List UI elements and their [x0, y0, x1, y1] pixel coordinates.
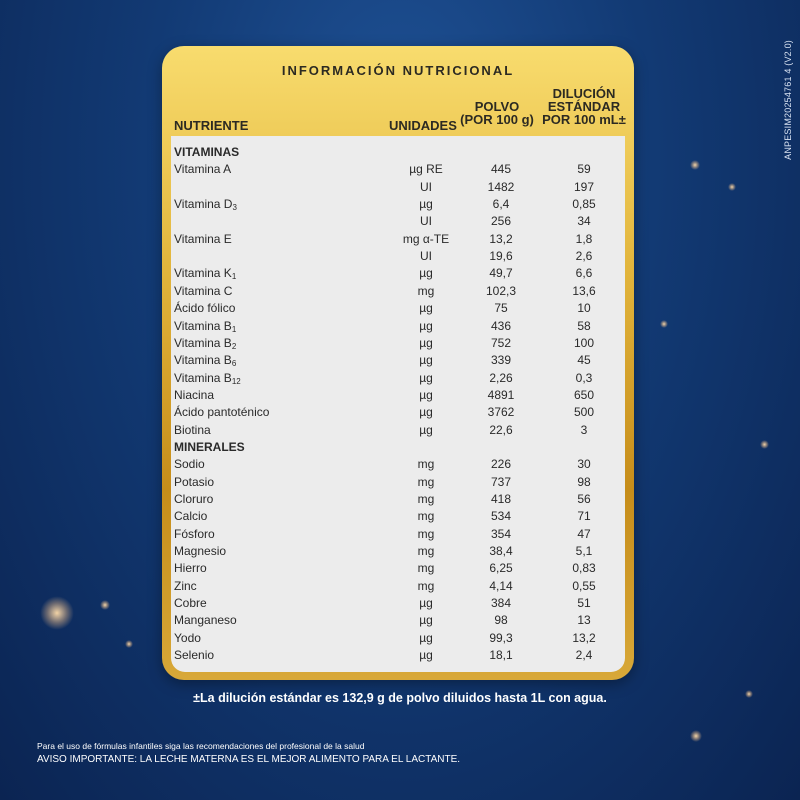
powder-value: 18,1 — [489, 648, 513, 663]
nutrient-name: Cobre — [174, 596, 207, 611]
nutrient-unit: UI — [420, 214, 432, 229]
nutrient-subscript: 3 — [232, 203, 237, 213]
powder-value: 38,4 — [489, 544, 513, 559]
powder-value: 1482 — [487, 179, 515, 194]
dilution-value: 98 — [577, 474, 591, 489]
section-label: MINERALES — [174, 439, 245, 454]
nutrient-unit: µg — [419, 405, 433, 420]
powder-value: 737 — [490, 474, 512, 489]
sparkle — [728, 183, 736, 191]
table-row — [171, 630, 621, 647]
nutrient-unit: mg — [417, 544, 435, 559]
nutrient-name: Yodo — [174, 630, 201, 645]
powder-value: 3762 — [487, 405, 515, 420]
powder-value: 98 — [494, 613, 508, 628]
dilution-value: 6,6 — [575, 266, 593, 281]
nutrient-name: Niacina — [174, 387, 215, 402]
powder-value: 75 — [494, 301, 508, 316]
nutrient-unit: mg — [417, 457, 435, 472]
table-row — [171, 179, 621, 196]
sparkle — [100, 600, 110, 610]
dilution-value: 1,8 — [575, 231, 593, 246]
table-row — [171, 300, 621, 317]
sparkle — [40, 596, 74, 630]
nutrient-unit: µg — [419, 318, 433, 333]
table-row — [171, 161, 621, 178]
nutrient-unit: mg α-TE — [402, 231, 450, 246]
sparkle — [690, 730, 702, 742]
dilution-value: 500 — [573, 405, 595, 420]
nutrient-name: Vitamina E — [174, 231, 232, 246]
nutrient-subscript: 2 — [231, 341, 237, 351]
nutrient-name: Calcio — [174, 509, 208, 524]
nutrient-name: Manganeso — [174, 613, 237, 628]
dilution-value: 0,83 — [572, 561, 596, 576]
nutrient-name: Zinc — [174, 578, 197, 593]
section-vitamins — [171, 144, 621, 161]
nutrient-subscript: 1 — [231, 272, 237, 282]
powder-value: 49,7 — [489, 266, 513, 281]
powder-value: 6,25 — [489, 561, 513, 576]
powder-value: 752 — [490, 335, 512, 350]
nutrient-subscript: 12 — [231, 376, 241, 386]
section-label: VITAMINAS — [174, 145, 240, 159]
dilution-value: 59 — [577, 162, 591, 177]
nutrient-name: Vitamina C — [174, 283, 233, 298]
nutrient-unit: mg — [417, 283, 435, 298]
dilution-value: 2,6 — [575, 249, 593, 264]
table-row — [171, 265, 621, 282]
nutrient-unit: µg — [419, 387, 433, 402]
dilution-value: 30 — [577, 457, 591, 472]
nutrient-unit: µg — [419, 613, 433, 628]
table-row — [171, 647, 621, 664]
powder-value: 6,4 — [492, 197, 510, 212]
nutrient-unit: µg — [419, 335, 433, 350]
section-minerals — [171, 439, 621, 456]
table-row — [171, 387, 621, 404]
nutrient-name: Ácido fólico — [174, 301, 236, 316]
powder-value: 22,6 — [489, 422, 513, 437]
dilution-value: 71 — [577, 509, 591, 524]
disclaimer-warning: AVISO IMPORTANTE: LA LECHE MATERNA ES EL MEJOR ALIMENTO PARA EL LACTANTE. — [37, 754, 461, 765]
powder-value: 384 — [490, 596, 512, 611]
powder-value: 226 — [490, 457, 512, 472]
table-row — [171, 318, 621, 335]
nutrient-unit: UI — [420, 179, 432, 194]
powder-value: 102,3 — [485, 283, 517, 298]
table-row — [171, 578, 621, 595]
nutrient-unit: µg — [419, 266, 433, 281]
nutrient-subscript: 1 — [231, 324, 237, 334]
table-row — [171, 508, 621, 525]
powder-value: 354 — [490, 526, 512, 541]
powder-value: 436 — [490, 318, 512, 333]
product-code: ANPESIM20254761 4 (V2.0) — [783, 40, 793, 160]
table-row — [171, 283, 621, 300]
header-nutrient: NUTRIENTE — [174, 118, 249, 133]
nutrient-unit: UI — [420, 249, 432, 264]
table-row — [171, 474, 621, 491]
nutrient-name: Vitamina $B_2$ — [174, 335, 237, 351]
dilution-value: 13,2 — [572, 630, 596, 645]
dilution-value: 100 — [573, 335, 595, 350]
powder-value: 2,26 — [489, 370, 513, 385]
dilution-value: 0,55 — [572, 578, 596, 593]
nutrient-name: Vitamina A — [174, 162, 232, 177]
dilution-value: 0,3 — [575, 370, 593, 385]
table-row — [171, 231, 621, 248]
dilution-value: 2,4 — [575, 648, 593, 663]
dilution-value: 56 — [577, 492, 591, 506]
dilution-value: 5,1 — [575, 544, 593, 559]
powder-value: 19,6 — [489, 249, 513, 264]
dilution-value: 3 — [580, 422, 588, 437]
powder-value: 4,14 — [489, 578, 513, 593]
table-row — [171, 352, 621, 369]
table-row — [171, 335, 621, 352]
table-row — [171, 526, 621, 543]
sparkle — [660, 320, 668, 328]
nutrient-name: Potasio — [174, 474, 215, 489]
nutrient-name: Vitamina $B_1$ — [174, 318, 237, 334]
dilution-value: 58 — [577, 318, 591, 333]
nutrient-unit: mg — [417, 509, 435, 524]
nutrient-name: Cloruro — [174, 492, 214, 506]
table-row — [171, 196, 621, 213]
sparkle — [760, 440, 769, 449]
dilution-value: 197 — [573, 179, 595, 194]
dilution-value: 13,6 — [572, 283, 596, 298]
card-title: INFORMACIÓN NUTRICIONAL — [281, 63, 515, 78]
nutrient-unit: µg — [419, 648, 433, 663]
sparkle — [690, 160, 700, 170]
table-row — [171, 422, 621, 439]
nutrient-name: Ácido pantoténico — [174, 405, 270, 420]
table-row — [171, 560, 621, 577]
nutrient-name: Fósforo — [174, 526, 215, 541]
header-units: UNIDADES — [389, 118, 457, 133]
dilution-value: 13 — [577, 613, 591, 628]
dilution-value: 10 — [577, 301, 591, 316]
table-row — [171, 595, 621, 612]
nutrient-name: Vitamina $B_6$ — [174, 353, 237, 369]
powder-value: 445 — [490, 162, 512, 177]
dilution-value: 650 — [573, 387, 595, 402]
powder-value: 4891 — [487, 387, 515, 402]
nutrient-name: Selenio — [174, 648, 215, 663]
nutrient-subscript: 6 — [231, 359, 237, 369]
nutrient-unit: mg — [417, 561, 435, 576]
nutrient-unit: mg — [417, 578, 435, 593]
powder-value: 256 — [490, 214, 512, 229]
nutrient-name: Hierro — [174, 561, 207, 576]
dilution-footnote: ±La dilución estándar es 132,9 g de polvo diluidos hasta 1L con agua. — [193, 691, 607, 705]
powder-value: 534 — [490, 509, 512, 524]
table-row — [171, 370, 621, 387]
powder-value: 339 — [490, 353, 512, 368]
nutrient-unit: µg — [419, 370, 433, 385]
nutrient-unit: mg — [417, 474, 435, 489]
header-dilution: DILUCIÓN ESTÁNDAR POR 100 mL± — [542, 86, 626, 127]
table-row — [171, 404, 621, 421]
header-powder: POLVO (POR 100 g) — [460, 99, 534, 127]
table-row — [171, 543, 621, 560]
nutrient-unit: µg RE — [409, 162, 443, 177]
nutrient-name: Sodio — [174, 457, 205, 472]
powder-value: 99,3 — [489, 630, 513, 645]
dilution-value: 0,85 — [572, 197, 596, 212]
nutrient-unit: µg — [419, 197, 433, 212]
nutrient-unit: µg — [419, 630, 433, 645]
nutrient-unit: µg — [419, 422, 433, 437]
nutrient-name: Vitamina $B_{12}$ — [174, 370, 241, 386]
table-row — [171, 456, 621, 473]
powder-value: 13,2 — [489, 231, 513, 246]
dilution-value: 47 — [577, 526, 591, 541]
nutrient-unit: µg — [419, 596, 433, 611]
sparkle — [125, 640, 133, 648]
table-row — [171, 491, 621, 508]
table-row — [171, 248, 621, 265]
nutrient-name: Magnesio — [174, 544, 227, 559]
nutrient-unit: mg — [417, 492, 435, 506]
nutrient-name: Vitamina $D_3$ — [174, 197, 237, 213]
nutrient-name: Biotina — [174, 422, 211, 437]
nutrient-unit: mg — [417, 526, 435, 541]
nutrient-unit: µg — [419, 301, 433, 316]
table-row — [171, 612, 621, 629]
powder-value: 418 — [490, 492, 512, 506]
table-row — [171, 213, 621, 230]
dilution-value: 51 — [577, 596, 591, 611]
dilution-value: 34 — [577, 214, 591, 229]
disclaimer-recommendation: Para el uso de fórmulas infantiles siga las recomendaciones del profesional de la salud — [37, 741, 365, 751]
nutrient-unit: µg — [419, 353, 433, 368]
dilution-value: 45 — [577, 353, 591, 368]
nutrient-name: Vitamina $K_1$ — [174, 266, 237, 282]
